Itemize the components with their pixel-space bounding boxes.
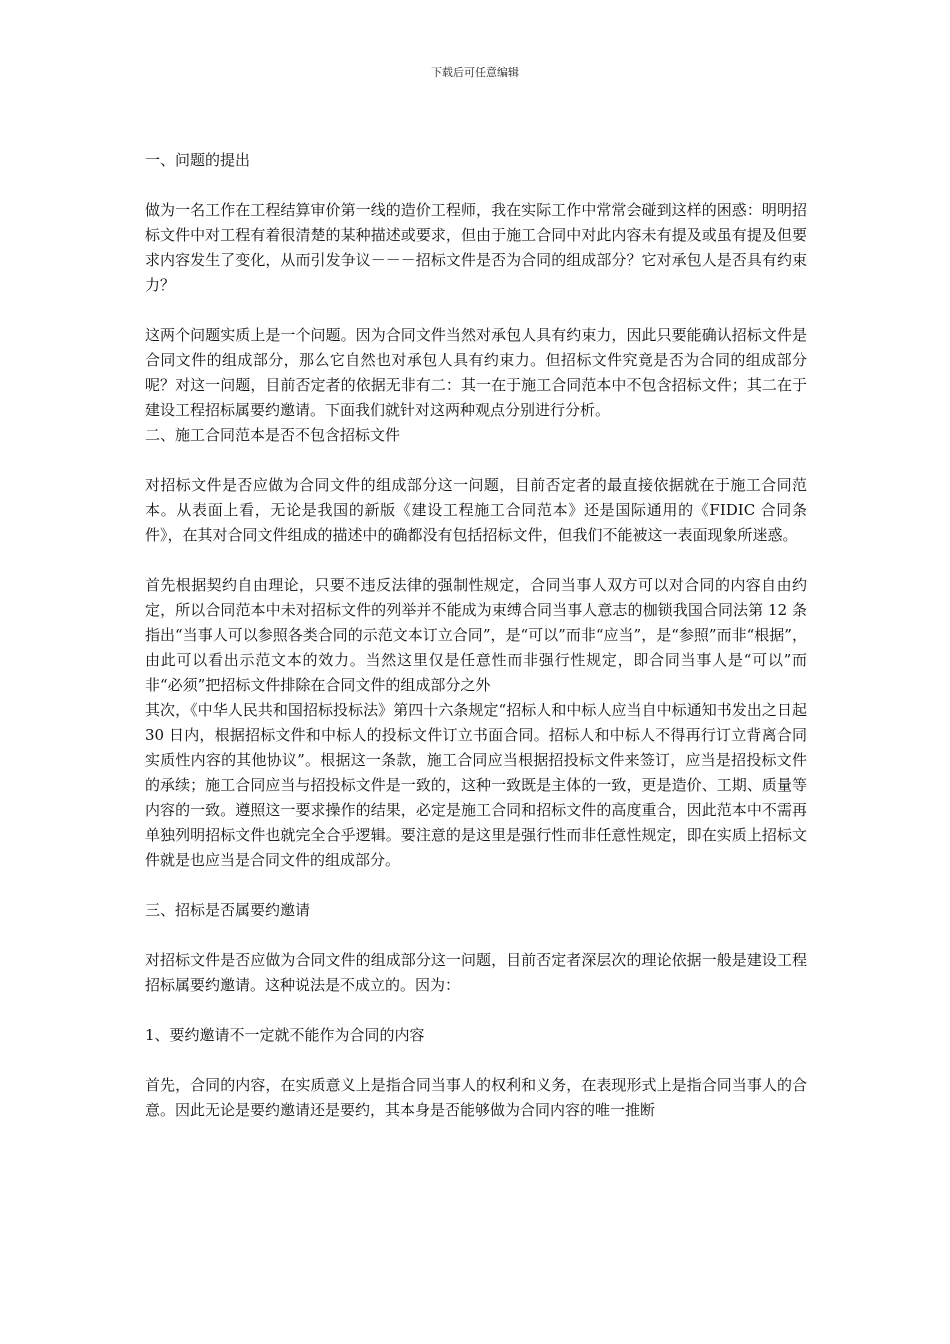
paragraph-bidding-law: 其次，《中华人民共和国招标投标法》第四十六条规定“招标人和中标人应当自中标通知书发出之日起 30 日内，根据招标文件和中标人的投标文件订立书面合同。招标人和中标人不得再行订立背离合同实质性内容的其他协议”。根据这一条款，施工合同应当根据招投标文件来签订，应当是招投标文件的承续；施工合同应当与招投标文件是一致的，这种一致既是主体的一致，更是造价、工期、质量等内容的一致。遵照这一要求操作的结果，必定是施工合同和招标文件的高度重合，因此范本中不需再单独列明招标文件也就完全合乎逻辑。要注意的是这里是强行性而非任意性规定，即在实质上招标文件就是也应当是合同文件的组成部分。 — [145, 701, 807, 869]
paragraph-freedom-of-contract: 首先根据契约自由理论，只要不违反法律的强制性规定，合同当事人双方可以对合同的内容自由约定，所以合同范本中未对招标文件的列举并不能成为束缚合同当事人意志的枷锁我国合同法第 12 条指出“当事人可以参照各类合同的示范文本订立合同”，是“可以”而非“应当”，是“参照”而非“根据”，由此可以看出示范文本的效力。当然这里仅是任意性而非强行性规定，即合同当事人是“可以”而非“必须”把招标文件排除在合同文件的组成部分之外 — [145, 576, 807, 694]
document-body — [145, 148, 807, 1123]
heading-subsection-1: 1、要约邀请不一定就不能作为合同的内容 — [145, 1026, 425, 1044]
paragraph-contract-template: 对招标文件是否应做为合同文件的组成部分这一问题，目前否定者的最直接依据就在于施工合同范本。从表面上看，无论是我国的新版《建设工程施工合同范本》还是国际通用的《FIDIC 合同条件》，在其对合同文件组成的描述中的确都没有包括招标文件，但我们不能被这一表面现象所迷惑。 — [145, 476, 807, 544]
paragraph-contract-content: 首先，合同的内容，在实质意义上是指合同当事人的权利和义务，在表现形式上是指合同当事人的合意。因此无论是要约邀请还是要约，其本身是否能够做为合同内容的唯一推断 — [145, 1076, 807, 1119]
heading-section-1: 一、问题的提出 — [145, 151, 251, 169]
heading-section-2: 二、施工合同范本是否不包含招标文件 — [145, 426, 401, 444]
paragraph-intro: 做为一名工作在工程结算审价第一线的造价工程师，我在实际工作中常常会碰到这样的困惑：明明招标文件中对工程有着很清楚的某种描述或要求，但由于施工合同中对此内容未有提及或虽有提及但要求内容发生了变化，从而引发争议－－－招标文件是否为合同的组成部分？它对承包人是否具有约束力？ — [145, 201, 807, 294]
paragraph-question: 这两个问题实质上是一个问题。因为合同文件当然对承包人具有约束力，因此只要能确认招标文件是合同文件的组成部分，那么它自然也对承包人具有约束力。但招标文件究竟是否为合同的组成部分呢？对这一问题，目前否定者的依据无非有二：其一在于施工合同范本中不包含招标文件；其二在于建设工程招标属要约邀请。下面我们就针对这两种观点分别进行分析。 — [145, 326, 807, 419]
heading-section-3: 三、招标是否属要约邀请 — [145, 901, 311, 919]
paragraph-invitation-to-offer: 对招标文件是否应做为合同文件的组成部分这一问题，目前否定者深层次的理论依据一般是建设工程招标属要约邀请。这种说法是不成立的。因为： — [145, 951, 807, 994]
page-header: 下载后可任意编辑 — [431, 66, 519, 79]
